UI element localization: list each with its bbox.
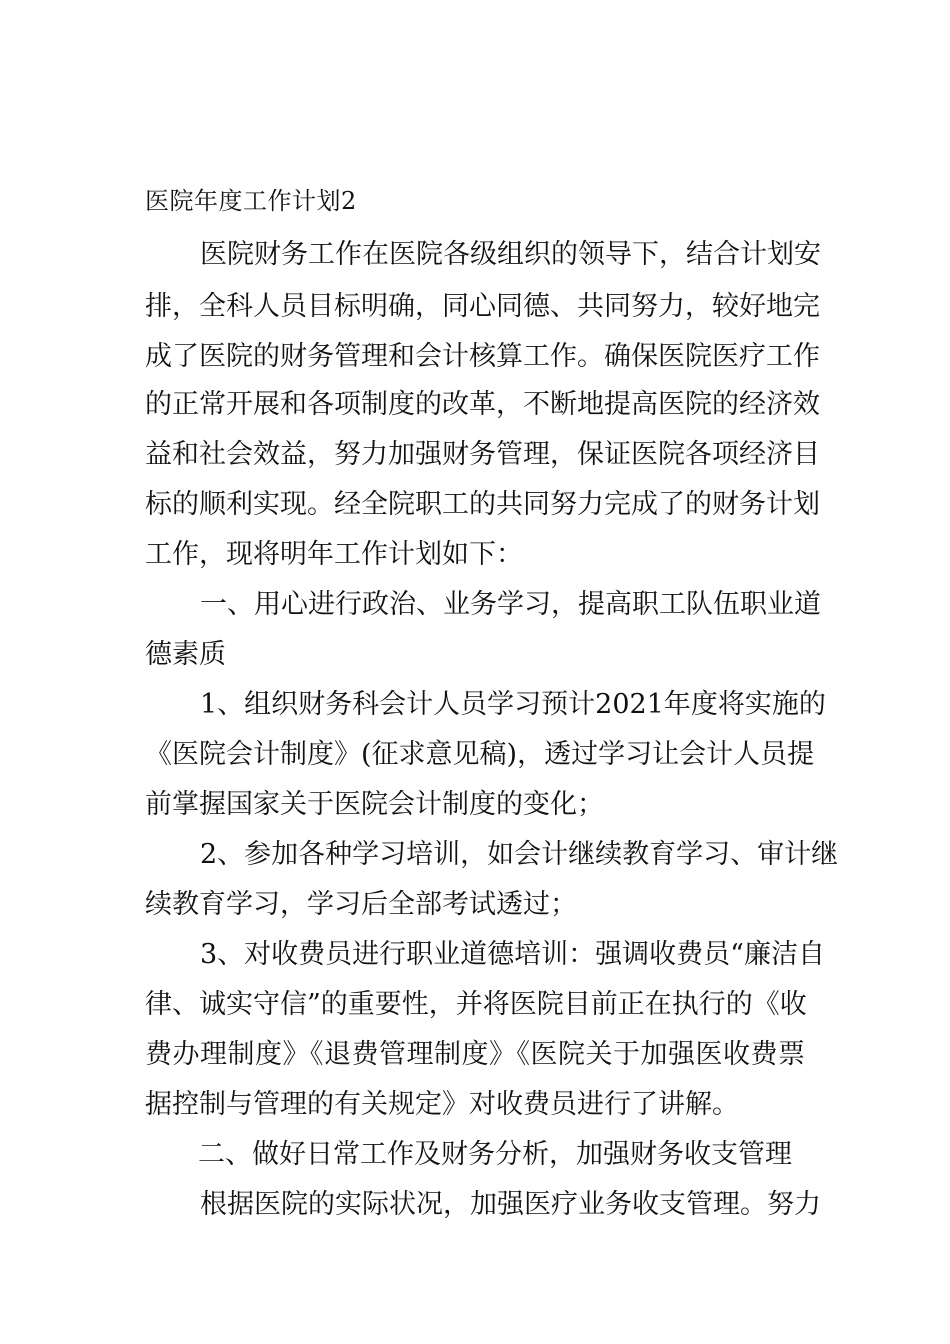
list-item-line: 律、诚实守信”的重要性，并将医院目前正在执行的《收 [145, 989, 807, 1020]
paragraph-line: 排，全科人员目标明确，同心同德、共同努力，较好地完 [145, 291, 820, 322]
paragraph-line: 医院财务工作在医院各级组织的领导下，结合计划安 [200, 239, 821, 270]
paragraph-line: 根据医院的实际状况，加强医疗业务收支管理。努力 [200, 1189, 821, 1220]
list-item-line: 费办理制度》《退费管理制度》《医院关于加强医收费票 [145, 1039, 805, 1070]
paragraph-line: 的正常开展和各项制度的改革，不断地提高医院的经济效 [145, 389, 820, 420]
section-heading-line: 二、做好日常工作及财务分析，加强财务收支管理 [198, 1139, 792, 1170]
list-item-line: 续教育学习，学习后全部考试透过； [145, 889, 577, 920]
list-item-line: 1、组织财务科会计人员学习预计2021年度将实施的 [200, 689, 826, 720]
list-item-line: 2、参加各种学习培训，如会计继续教育学习、审计继 [200, 839, 839, 870]
document-title: 医院年度工作计划2 [145, 187, 357, 215]
section-heading-line: 一、用心进行政治、业务学习，提高职工队伍职业道 [200, 589, 821, 620]
paragraph-line: 益和社会效益，努力加强财务管理，保证医院各项经济目 [145, 439, 820, 470]
paragraph-line: 成了医院的财务管理和会计核算工作。确保医院医疗工作 [145, 341, 820, 372]
list-item-line: 《医院会计制度》(征求意见稿)，透过学习让会计人员提 [145, 739, 815, 770]
list-item-line: 3、对收费员进行职业道德培训：强调收费员“廉洁自 [200, 939, 825, 970]
list-item-line: 前掌握国家关于医院会计制度的变化； [145, 789, 604, 820]
section-heading-line: 德素质 [145, 639, 226, 670]
paragraph-line: 工作，现将明年工作计划如下： [145, 539, 523, 570]
list-item-line: 据控制与管理的有关规定》对收费员进行了讲解。 [145, 1089, 739, 1120]
paragraph-line: 标的顺利实现。经全院职工的共同努力完成了的财务计划 [145, 489, 820, 520]
